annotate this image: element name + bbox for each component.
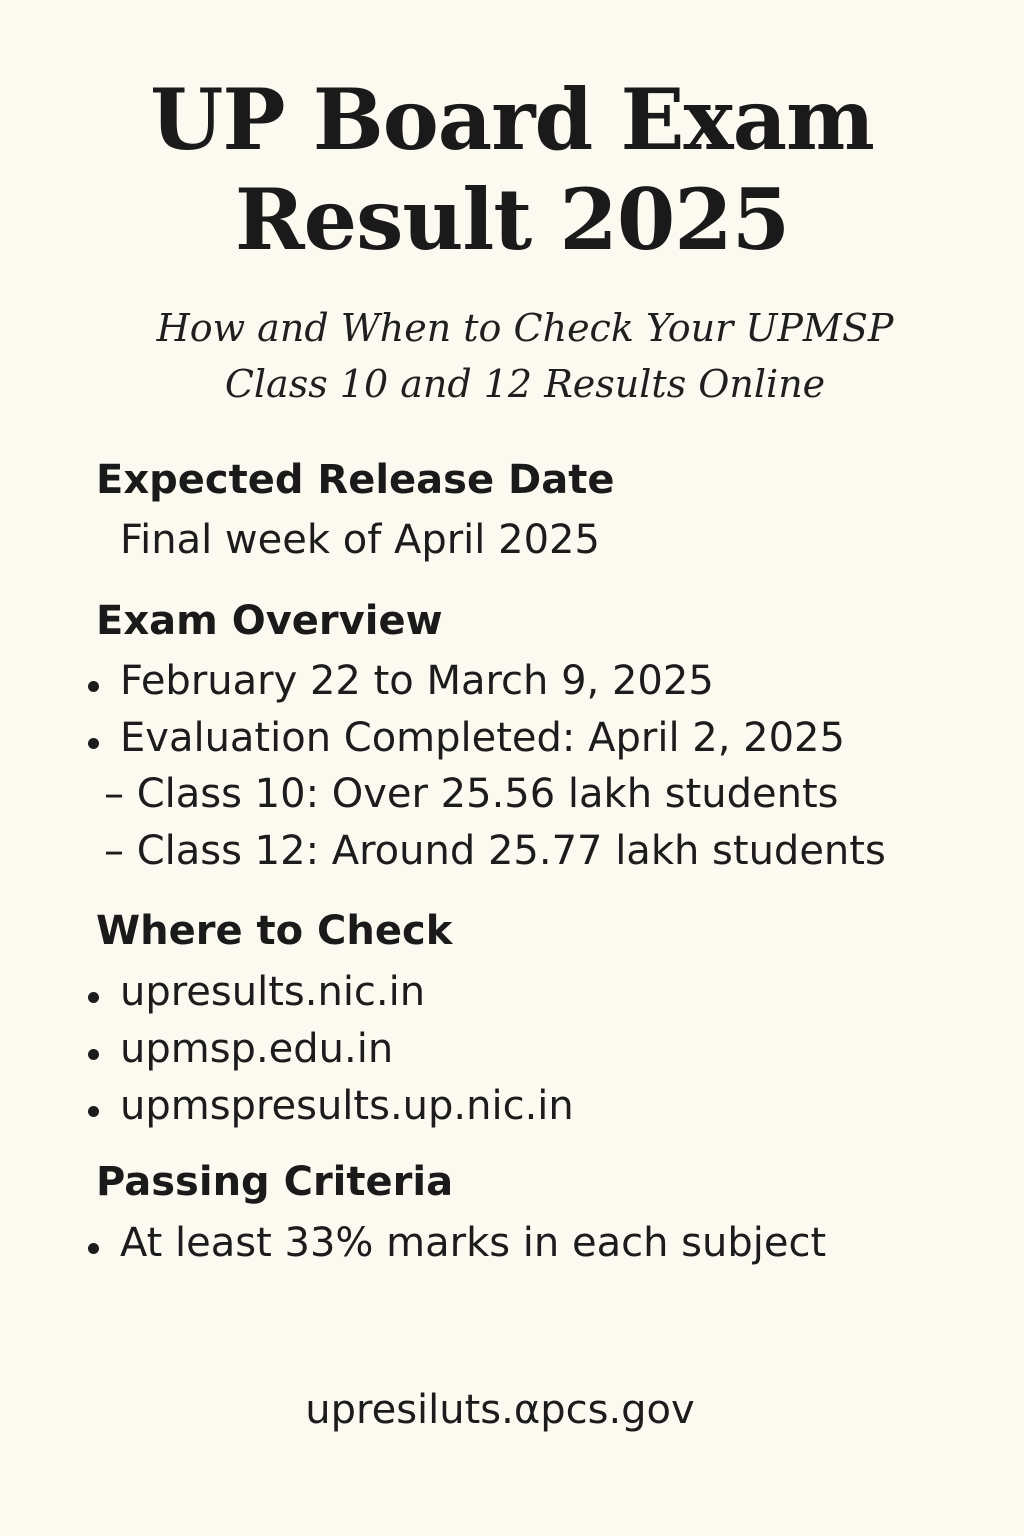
evaluation-item: Evaluation Completed: April 2, 2025 [120,715,845,761]
bullet-icon [88,992,99,1003]
passing-criteria-heading: Passing Criteria [96,1159,454,1205]
exam-dates-item: February 22 to March 9, 2025 [120,658,714,704]
bullet-icon [88,1243,99,1254]
bullet-icon [88,1106,99,1117]
bullet-icon [88,681,99,692]
passing-criteria-item: At least 33% marks in each subject [120,1220,827,1266]
bullet-icon [88,1049,99,1060]
class-12-subitem: – Class 12: Around 25.77 lakh students [104,828,886,874]
title-line-2: Result 2025 [234,170,790,269]
footer-url: upresiluts.αpcs.gov [305,1387,695,1433]
class-10-subitem: – Class 10: Over 25.56 lakh students [104,771,839,817]
page-subtitle [0,300,1024,412]
bullet-icon [88,738,99,749]
where-to-check-heading: Where to Check [96,908,453,954]
title-line-1: UP Board Exam [150,70,874,169]
page-title [0,70,1024,270]
site-item-upresults: upresults.nic.in [120,969,426,1015]
subtitle-line-2: Class 10 and 12 Results Online [224,362,826,406]
site-item-upmsp: upmsp.edu.in [120,1026,394,1072]
exam-overview-heading: Exam Overview [96,598,443,644]
subtitle-line-1: How and When to Check Your UPMSP [156,306,894,350]
release-date-heading: Expected Release Date [96,457,615,503]
release-date-value: Final week of April 2025 [120,517,600,563]
site-item-upmspresults: upmspresults.up.nic.in [120,1083,574,1129]
